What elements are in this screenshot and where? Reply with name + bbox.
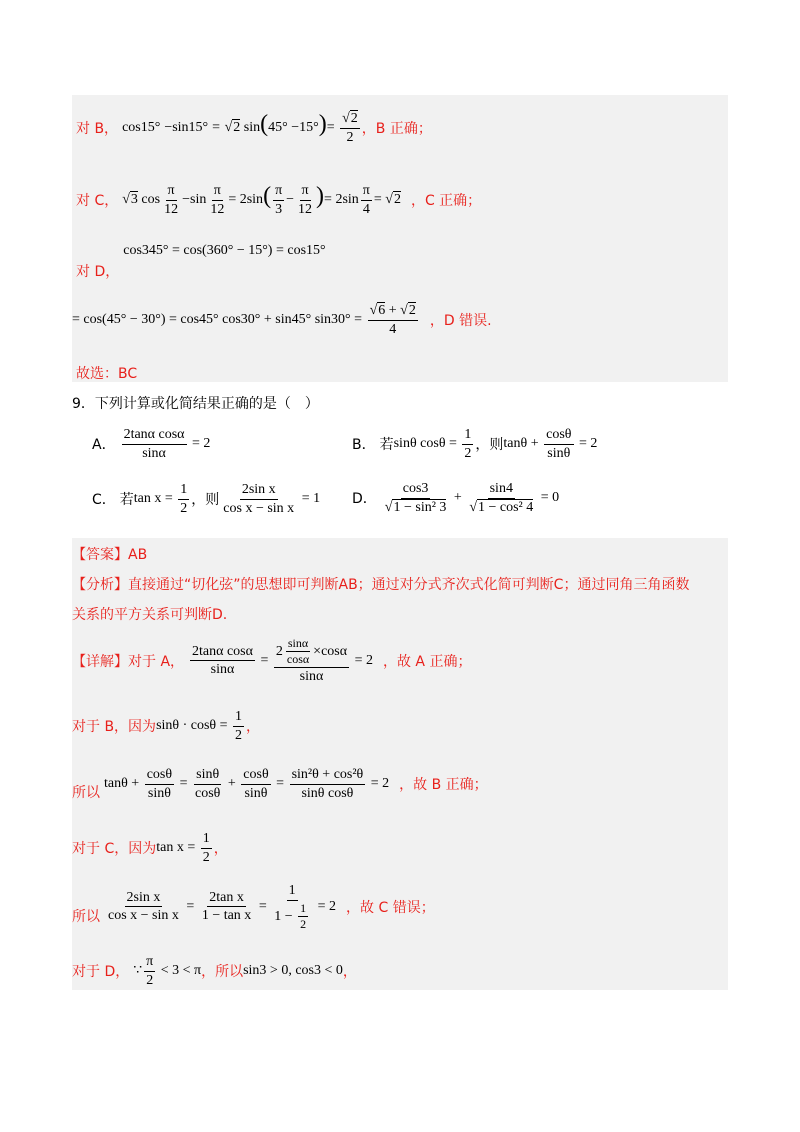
detail-d (72, 950, 357, 992)
analysis-line-2 (72, 603, 227, 625)
math-expression: sin3 > 0, cos3 < 0 (243, 963, 343, 978)
answer-line (72, 543, 147, 565)
solution-line-b (76, 100, 432, 156)
line-label: 所以 (72, 909, 100, 925)
option-label: A． (92, 437, 116, 453)
line-comma: ， (213, 841, 228, 857)
math-expression: tanθ + $\frac{\cos\theta}{\sin\theta}$ = $\frac{\sin\theta}{\cos\theta}$ + $\frac{\cos\theta}{\sin\theta}$ = $\frac{\text{sin²θ + cos²θ}}{\text{sinθ cosθ}}$ = 2 (104, 767, 390, 801)
solution-line-d2 (72, 292, 492, 348)
solution-choice (76, 362, 137, 384)
math-expression: $\frac{\text{2sin x}}{\text{cos x − sin x}}$ = $\frac{\text{2tan x}}{\text{1 − tan x}}$ = 1 1 − $\frac{1}{2}$ = 2 (108, 883, 337, 931)
option-c (92, 474, 320, 524)
math-expression: tanθ + $\frac{\cos\theta}{\sin\theta}$ = 2 (503, 427, 598, 461)
option-label: B． (352, 437, 376, 453)
math-expression: sinθ · cosθ = $\frac{1}{2}$ (156, 709, 243, 743)
line-label: 所以 (72, 785, 100, 801)
math-expression: $\frac{\text{2sin x}}{\text{cos x − sin x}}$ = 1 (223, 482, 321, 516)
line-comma: ， (246, 719, 261, 735)
line-label: 对于 D， (72, 964, 130, 980)
analysis-text: 关系的平方关系可判断D. (72, 607, 228, 623)
solution-line-d (76, 240, 326, 280)
option-label: D． (352, 491, 377, 507)
line-tail: ， (342, 964, 357, 980)
math-expression: tan x = $\frac{1}{2}$ (133, 482, 188, 516)
line-connector: ，所以 (201, 964, 244, 980)
question-text: 9．下列计算或化简结果正确的是（ ） (72, 396, 319, 412)
math-expression: $\frac{\text{2tanα cosα}}{\sin\alpha}$ = 2 (123, 427, 211, 461)
math-expression: cos345° = cos(360° − 15°) = cos15° (123, 243, 326, 258)
analysis-text: 【分析】直接通过“切化弦”的思想即可判断AB；通过对分式齐次式化简可判断C；通过同角三角函数 (72, 577, 690, 593)
option-mid: ，则 (191, 492, 220, 508)
line-label: 对 B， (76, 121, 119, 137)
detail-b-expr (72, 758, 488, 810)
math-expression: √3 cos $\frac{\pi}{12}$ −sin $\frac{\pi}{12}$ = 2sin( $\frac{\pi}{3}$ − $\frac{\pi}{12}$ )= 2sin $\frac{\pi}{4}$ = √2 (122, 183, 401, 217)
answer-text: 【答案】AB (72, 547, 148, 563)
question-9-stem (72, 392, 319, 414)
math-expression: $\frac{\text{2tanα cosα}}{\sin\alpha}$ = 2 $\frac{\sin\alpha}{\cos\alpha}$ ×cosα sinα = 2 (192, 636, 373, 685)
choice-text: 故选：BC (76, 366, 138, 382)
line-label: 对于 C，因为 (72, 841, 157, 857)
option-mid: ，则 (475, 437, 504, 453)
analysis-line-1 (72, 573, 689, 595)
math-expression: ∵ $\frac{\pi}{2}$ < 3 < π (133, 954, 202, 988)
math-expression: cos15° −sin15° = √2 sin(45° −15°)= $\frac{√2}{2}$ (122, 111, 358, 145)
math-expression: $\frac{\cos 3}{\text{√1 − sin² 3}}$ + $\frac{\sin 4}{\text{√1 − cos² 4}}$ = 0 (384, 481, 560, 515)
detail-a (72, 630, 471, 692)
option-label: C． (92, 492, 116, 508)
line-label: 对 C， (76, 193, 119, 209)
line-label: 对于 B，因为 (72, 719, 157, 735)
solution-line-c (76, 172, 481, 228)
math-expression: = cos(45° − 30°) = cos45° cos30° + sin45° sin30° = $\frac{√6 + √2}{4}$ (72, 303, 416, 337)
line-tail: ，C 正确； (410, 193, 482, 209)
line-tail: ，故 A 正确； (382, 654, 472, 670)
option-d (352, 472, 559, 524)
detail-c-cond (72, 826, 228, 870)
option-prefix: 若 (379, 437, 394, 453)
option-b (352, 420, 597, 468)
math-expression: sinθ cosθ = $\frac{1}{2}$ (393, 427, 472, 461)
line-tail: ，故 C 错误； (346, 900, 435, 916)
option-prefix: 若 (119, 492, 134, 508)
line-tail: ，B 正确； (361, 121, 432, 137)
detail-c-expr (72, 876, 435, 938)
line-tail: ，D 错误. (429, 313, 492, 329)
line-tail: ，故 B 正确； (399, 777, 488, 793)
math-expression: tan x = $\frac{1}{2}$ (156, 831, 210, 865)
line-label: 【详解】对于 A， (72, 654, 185, 670)
line-label: 对 D， (76, 264, 120, 280)
detail-b-cond (72, 704, 260, 748)
option-a (92, 420, 210, 468)
